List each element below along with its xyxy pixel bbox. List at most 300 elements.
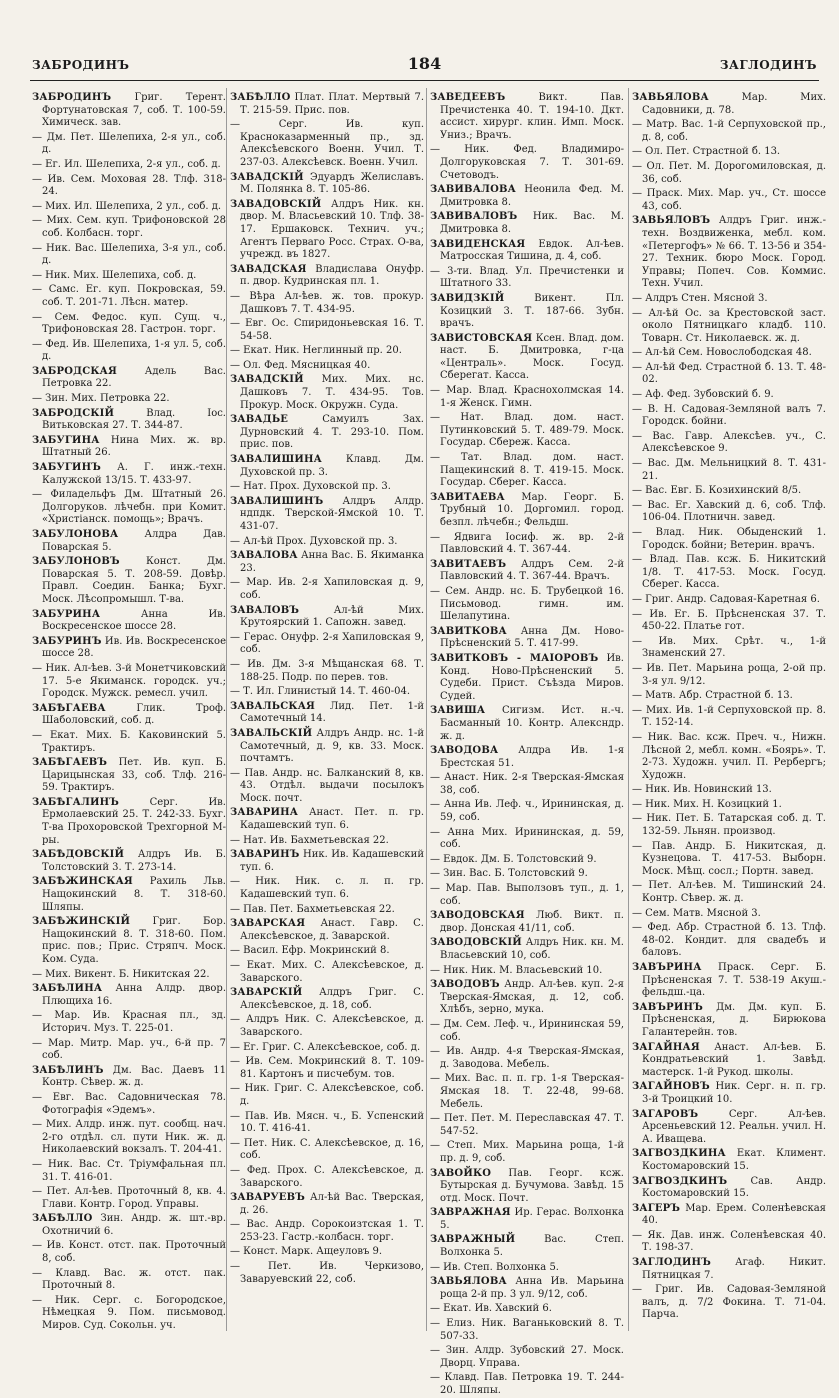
directory-entry	[32, 462, 226, 487]
directory-entry	[430, 626, 624, 651]
directory-entry	[632, 880, 826, 905]
entry-details: — Мар. Пав. Выползовъ туп., д. 1, соб.	[430, 883, 624, 907]
directory-entry	[632, 690, 826, 703]
entry-details: — Влад. Ник. Обыденский 1. Городск. бойни; Ветерин. врачъ.	[632, 527, 826, 551]
directory-entry	[230, 632, 424, 657]
directory-entry	[230, 291, 424, 316]
entry-details: Алдръ Григ. С. Алексѣевское, д. 18, соб.	[240, 987, 425, 1011]
directory-entry	[430, 1276, 624, 1301]
directory-entry	[430, 1372, 624, 1397]
entry-details: — Ник. Мих. Шелепиха, соб. д.	[32, 269, 197, 281]
directory-entry	[32, 1119, 226, 1157]
entry-details: Алдръ Ник. кн. М. Власьевский 10, соб.	[440, 937, 624, 961]
entry-surname: ЗАВЪРИНЪ	[632, 1001, 703, 1013]
directory-entry	[632, 146, 826, 159]
header-left-keyword: ЗАБРОДИНЪ	[32, 58, 130, 72]
entry-surname: ЗАБУГИНЪ	[32, 462, 101, 474]
directory-entry	[32, 284, 226, 309]
entry-surname: ЗАБѢЖИНСКАЯ	[32, 876, 133, 888]
directory-entry	[632, 1002, 826, 1040]
directory-entry	[230, 550, 424, 575]
directory-entry	[32, 1186, 226, 1211]
directory-entry	[632, 188, 826, 213]
directory-entry	[32, 408, 226, 433]
directory-entry	[430, 333, 624, 383]
entry-details: Мих. Мих. нс. Дашковъ 7. Т. 434-95. Тов. Прокур. Моск. Окружн. Суда.	[240, 374, 424, 411]
entry-details: — Клавд. Вас. ж. отст. пак. Проточный 8.	[32, 1267, 226, 1292]
entry-details: Глик. Троф. Шаболовский, соб. д.	[42, 702, 226, 727]
entry-details: — Ал-ѣй Ос. за Крестовской заст. около Пятницкаго кладб. 110. Товарн. Ст. Николаевск. ж. д.	[632, 307, 826, 344]
entry-details: Анна Дм. Ново-Прѣсненский 5. Т. 417-99.	[440, 625, 624, 650]
column-1	[32, 92, 226, 1333]
entry-surname: ЗАВОЙКО	[430, 1167, 492, 1179]
directory-entry	[430, 653, 624, 703]
entry-details: — Клавд. Пав. Петровка 19. Т. 244-20. Шляпы.	[430, 1372, 624, 1396]
entry-surname: ЗАБѢГАЕВЪ	[32, 757, 108, 769]
directory-entry	[632, 663, 826, 688]
entry-surname: ЗАВИТКОВА	[430, 625, 507, 637]
entry-surname: ЗАВАЛОВЪ	[230, 604, 300, 616]
entry-details: — Зин. Вас. Б. Толстовский 9.	[430, 868, 588, 880]
directory-entry	[230, 1261, 424, 1286]
directory-entry	[32, 1295, 226, 1333]
directory-entry	[632, 1081, 826, 1106]
column-separator	[226, 88, 227, 1331]
directory-entry	[32, 529, 226, 554]
entry-details: — Нат. Прох. Духовской пр. 3.	[230, 481, 391, 493]
entry-details: — Вас. Евг. Б. Козихинский 8/5.	[632, 485, 802, 497]
entry-details: Ал-ѣй Мих. Крутоярский 1. Сапожн. завед.	[240, 604, 424, 629]
entry-surname: ЗАБѢГАЕВА	[32, 702, 106, 714]
directory-entry	[632, 500, 826, 525]
entry-surname: ЗАВИТАЕВА	[430, 491, 505, 503]
entry-details: — Зин. Мих. Петровка 22.	[32, 393, 170, 405]
entry-details: — Ник. Вас. Шелепиха, 3-я ул., соб. д.	[32, 242, 226, 267]
entry-details: — Ник. Ник. М. Власьевский 10.	[430, 964, 603, 976]
directory-entry	[430, 385, 624, 410]
directory-entry	[32, 757, 226, 795]
entry-details: — Мих. Сем. куп. Трифоновской 28 соб. Колбасн. торг.	[32, 215, 226, 239]
directory-entry	[230, 835, 424, 848]
entry-details: Екат. Климент. Костомаровский 15.	[642, 1148, 826, 1172]
entry-details: — Екат. Ник. Неглинный пр. 20.	[230, 345, 402, 357]
entry-details: — Пет. Пет. М. Переславская 47. Т. 547-52.	[430, 1113, 624, 1137]
directory-entry	[632, 813, 826, 838]
entry-details: — Ив. Пет. Марьина роща, 2-ой пр. 3-я ул. 9/12.	[632, 662, 826, 687]
entry-surname: ЗАВИДЕНСКАЯ	[430, 238, 526, 250]
entry-details: — Нат. Ив. Бахметьевская 22.	[230, 834, 389, 846]
directory-entry	[430, 827, 624, 852]
directory-entry	[430, 211, 624, 236]
entry-details: Анна Ив. Марьина роща 2-й пр. 3 ул. 9/12, соб.	[440, 1276, 625, 1300]
entry-surname: ЗАВРАЖНЫЙ	[430, 1234, 516, 1246]
directory-entry	[230, 119, 424, 169]
entry-details: Дм. Вас. Даевъ 11 Контр. Сѣвер. ж. д.	[42, 1064, 226, 1089]
directory-entry	[632, 485, 826, 498]
entry-details: А. Г. инж.-техн. Калужской 13/15. Т. 433-97.	[42, 462, 226, 486]
directory-entry	[32, 663, 226, 701]
entry-details: — Ол. Пет. Страстной б. 13.	[632, 146, 781, 158]
entry-details: — Зин. Алдр. Зубовский 27. Моск. Дворц. Управа.	[430, 1345, 624, 1369]
directory-entry	[230, 1083, 424, 1108]
directory-entry	[632, 732, 826, 782]
entry-surname: ЗАВОДОВСКАЯ	[430, 910, 525, 922]
entry-details: — Пет. Ник. С. Алексѣевское, д. 16, соб.	[230, 1137, 424, 1162]
entry-details: — Нат. Влад. дом. наст. Путинковский 5. Т. 489-79. Моск. Государ. Сбереж. Касса.	[430, 412, 624, 449]
directory-entry	[230, 701, 424, 726]
directory-entry	[230, 1246, 424, 1259]
directory-entry	[430, 239, 624, 264]
directory-entry	[632, 1042, 826, 1080]
directory-entry	[632, 1203, 826, 1228]
entry-details: — Ив. Сем. Моховая 28. Тлф. 318-24.	[32, 173, 226, 198]
entry-surname: ЗАБѢДОВСКІЙ	[32, 849, 125, 861]
entry-details: Адель Вас. Петровка 22.	[42, 365, 226, 390]
directory-entry	[32, 983, 226, 1008]
directory-entry	[430, 266, 624, 291]
entry-details: — Екат. Мих. С. Алексѣевское, д. Заварского.	[230, 960, 424, 984]
header-right-keyword: ЗАГЛОДИНЪ	[719, 58, 817, 72]
entry-details: — Пет. Ив. Черкизово, Заваруевский 22, соб.	[230, 1261, 424, 1285]
directory-entry	[32, 366, 226, 391]
entry-details: Люб. Викт. п. двор. Донская 41/11, соб.	[440, 910, 624, 934]
entry-details: Праск. Серг. Б. Прѣсненская 7. Т. 538-19 Акуш.-фельдш.-ца.	[642, 962, 827, 999]
entry-surname: ЗАВАРИНА	[230, 807, 299, 819]
directory-entry	[430, 1262, 624, 1275]
entry-details: Ир. Герас. Волхонка 5.	[440, 1207, 624, 1231]
directory-entry	[430, 799, 624, 824]
directory-entry	[32, 849, 226, 874]
entry-surname: ЗАГЕРЪ	[632, 1202, 681, 1214]
entry-surname: ЗАБРОДИНЪ	[32, 92, 112, 103]
directory-entry	[32, 797, 226, 847]
entry-details: Вас. Степ. Волхонка 5.	[440, 1234, 624, 1259]
directory-entry	[430, 1113, 624, 1138]
entry-details: Анна Ив. Воскресенское шоссе 28.	[42, 608, 226, 633]
entry-details: — Алдръ Стен. Мясной 3.	[632, 292, 768, 304]
entry-surname: ЗАБѢГАЛИНЪ	[32, 796, 120, 808]
entry-details: Ник. Серг. н. п. гр. 3-й Троицкий 10.	[642, 1081, 826, 1105]
directory-entry	[32, 636, 226, 661]
entry-details: Серг. Ал-ѣев. Арсеньевский 12. Реальн. учил. Н. А. Иващева.	[642, 1108, 826, 1145]
entry-details: Неонила Фед. М. Дмитровка 8.	[440, 184, 624, 208]
entry-details: — Ив. Конст. отст. пак. Проточный 8, соб.	[32, 1240, 226, 1265]
directory-entry	[32, 730, 226, 755]
directory-entry	[230, 728, 424, 766]
directory-entry	[32, 556, 226, 606]
entry-details: Эдуардъ Желиславъ. М. Полянка 8. Т. 105-86.	[240, 171, 424, 196]
directory-entry	[632, 841, 826, 879]
entry-details: — Сем. Матв. Мясной 3.	[632, 907, 761, 919]
entry-details: — Мих. Викент. Б. Никитская 22.	[32, 968, 210, 980]
entry-details: Владислава Онуфр. п. двор. Кудринская пл. 1.	[240, 263, 424, 288]
directory-entry	[230, 264, 424, 289]
directory-entry	[230, 605, 424, 630]
directory-entry	[430, 1140, 624, 1165]
entry-details: Серг. Ив. Ермолаевский 25. Т. 242-33. Бухг. Т-ва Прохоровской Трехгорной М-ры.	[42, 796, 226, 846]
entry-details: — Серг. Ив. куп. Красноказарменный пр., зд. Алексѣевского Военн. Учил. Т. 237-03. Алексѣевск. Военн. Учил.	[230, 119, 424, 168]
directory-entry	[230, 918, 424, 943]
directory-entry	[32, 92, 226, 130]
directory-entry	[632, 161, 826, 186]
entry-details: Алдръ Сем. 2-й Павловский 4. Т. 367-44. Врачъ.	[440, 558, 624, 583]
directory-entry	[32, 916, 226, 966]
entry-details: Мар. Мих. Садовники, д. 78.	[642, 92, 826, 116]
directory-entry	[230, 199, 424, 262]
entry-surname: ЗАВИТАЕВЪ	[430, 558, 507, 570]
directory-entry	[430, 92, 624, 142]
directory-entry	[230, 1042, 424, 1055]
directory-entry	[32, 1240, 226, 1265]
directory-entry	[632, 1176, 826, 1201]
directory-entry	[32, 159, 226, 172]
column-separator	[628, 88, 629, 1331]
directory-entry	[430, 965, 624, 978]
entry-details: — Фед. Ив. Шелепиха, 1-я ул. 5, соб. д.	[32, 338, 226, 363]
entry-details: — Самс. Ег. куп. Покровская, 59. соб. Т. 201-71. Лѣсн. матер.	[32, 284, 226, 308]
entry-details: — Вас. Андр. Сорокоизтская 1. Т. 253-23. Гастр.-колбасн. торг.	[230, 1219, 424, 1243]
directory-entry	[632, 784, 826, 797]
column-separator	[426, 88, 427, 1331]
entry-surname: ЗАГАЙНОВЪ	[632, 1081, 710, 1093]
entry-details: Сав. Андр. Костомаровский 15.	[642, 1175, 826, 1200]
entry-details: Ив. Ив. Воскресенское шоссе 28.	[42, 635, 226, 660]
directory-entry	[230, 318, 424, 343]
entry-details: — Ег. Григ. С. Алексѣевское, соб. д.	[230, 1041, 421, 1053]
directory-entry	[32, 243, 226, 268]
entry-surname: ЗАГВОЗДКИНА	[632, 1148, 726, 1160]
entry-surname: ЗАБУЛОНОВЪ	[32, 556, 120, 568]
entry-details: — Пет. Ал-ѣев. Проточный 8, кв. 4. Глави. Контр. Город. Управы.	[32, 1186, 226, 1210]
directory-entry	[430, 144, 624, 182]
directory-entry	[32, 312, 226, 337]
directory-entry	[430, 910, 624, 935]
column-2	[230, 92, 424, 1333]
directory-entry	[32, 489, 226, 527]
entry-details: Анна Вас. Б. Якиманка 23.	[240, 550, 424, 574]
entry-details: — Ник. Вас. Ст. Тріумфальная пл. 31. Т. 416-01.	[32, 1158, 226, 1183]
entry-surname: ЗАВЪРИНА	[632, 962, 702, 973]
entry-surname: ЗАВАЛОВА	[230, 550, 298, 562]
entry-details: — Мих. Ил. Шелепиха, 2 ул., соб. д.	[32, 200, 222, 212]
entry-surname: ЗАВАРУЕВЪ	[230, 1192, 306, 1204]
entry-details: — Ник. Пет. Б. Татарская соб. д. Т. 132-59. Льнян. производ.	[632, 813, 826, 838]
directory-entry	[430, 1345, 624, 1370]
entry-surname: ЗАВРАЖНАЯ	[430, 1207, 511, 1219]
entry-details: — Ив. Андр. 4-я Тверская-Ямская, д. Заводова. Мебель.	[430, 1046, 624, 1070]
entry-details: — Ник. Вас. ксж. Преч. ч., Нижн. Лѣсной 2, мебл. комн. «Боярь». Т. 2-73. Художн. учил. П. Рербергъ; Художн.	[632, 731, 826, 781]
entry-details: — Ник. Ник. с. л. п. гр. Кадашевский туп. 6.	[230, 876, 424, 901]
directory-entry	[230, 904, 424, 917]
entry-details: Лид. Пет. 1-й Самотечный 14.	[240, 700, 424, 725]
directory-entry	[632, 347, 826, 360]
directory-entry	[632, 594, 826, 607]
entry-details: — Степ. Мих. Марьина роща, 1-й пр. д. 9, соб.	[430, 1140, 624, 1164]
directory-entry	[230, 659, 424, 684]
entry-details: — Мих. Ив. 1-й Серпуховской пр. 8. Т. 152-14.	[632, 704, 826, 729]
entry-details: — Ник. Ал-ѣев. 3-й Монетчиковский 17. 5-е Якиманск. городск. уч.; Городск. Мужск. ремесл. учил.	[32, 662, 226, 700]
entry-details: Пав. Георг. ксж. Бутырская д. Бучумова. Завѣд. 15 отд. Моск. Почт.	[440, 1167, 624, 1204]
directory-entry	[430, 1019, 624, 1044]
directory-entry	[632, 1109, 826, 1147]
entry-details: — Сем. Федос. куп. Сущ. ч., Трифоновская 28. Гастрон. торг.	[32, 311, 226, 336]
directory-entry	[32, 1038, 226, 1063]
directory-entry	[430, 979, 624, 1017]
entry-details: Викт. Пав. Пречистенка 40. Т. 194-10. Дкт. ассист. хирург. клин. Имп. Моск. Униз.; Врачъ.	[440, 92, 624, 141]
entry-details: Григ. Бор. Нащокинский 8. Т. 318-60. Пом. прис. пов.; Прис. Стряпч. Моск. Ком. Суда.	[42, 916, 226, 965]
entry-details: Ив. Конд. Ново-Прѣсненский 5. Судеби. Прист. Съѣзда Миров. Судей.	[440, 652, 624, 702]
entry-details: — Ал-ѣй Прох. Духовской пр. 3.	[230, 535, 398, 547]
entry-details: — Григ. Ив. Садовая-Земляной валъ, д. 7/2 Фокина. Т. 71-04. Парча.	[632, 1284, 826, 1321]
directory-entry	[430, 1168, 624, 1206]
page-number: 184	[407, 54, 442, 73]
entry-details: — Мар. Митр. Мар. уч., 6-й пр. 7 соб.	[32, 1037, 226, 1062]
entry-details: Анаст. Ал-ѣев. Б. Кондратьевский 1. Завѣд. мастерск. 1-й Рукод. школы.	[642, 1041, 826, 1078]
entry-surname: ЗАВАЛЬСКІЙ	[230, 727, 313, 739]
entry-surname: ЗАВАРСКІЙ	[230, 987, 303, 999]
directory-entry	[632, 609, 826, 634]
entry-surname: ЗАВОДОВЪ	[430, 979, 500, 991]
directory-entry	[632, 293, 826, 306]
entry-details: — В. Н. Садовая-Земляной валъ 7. Городск. бойни.	[632, 403, 826, 428]
directory-entry	[632, 389, 826, 402]
column-4	[632, 92, 826, 1333]
entry-surname: ЗАВИВАЛОВЪ	[430, 211, 518, 223]
directory-entry	[430, 772, 624, 797]
entry-details: — Влад. Пав. ксж. Б. Никитский 1/8. Т. 417-53. Моск. Госуд. Сберег. Касса.	[632, 554, 826, 591]
entry-details: — Ник. Ив. Новинский 13.	[632, 784, 772, 796]
entry-details: Плат. Плат. Мертвый 7. Т. 215-59. Прис. пов.	[240, 92, 424, 116]
directory-entry	[430, 868, 624, 881]
entry-details: — Екат. Мих. Б. Каковинский 5. Трактиръ.	[32, 729, 226, 754]
entry-details: — Конст. Марк. Ащеуловъ 9.	[230, 1246, 383, 1258]
entry-details: — Ал-ѣй Сем. Новослободская 48.	[632, 347, 812, 359]
directory-entry	[430, 1046, 624, 1071]
directory-entry	[632, 431, 826, 456]
directory-entry	[32, 876, 226, 914]
directory-entry	[230, 481, 424, 494]
entry-details: — Фед. Абр. Страстной б. 13. Тлф. 48-02. Кондит. для свадебъ и баловъ.	[632, 922, 826, 959]
directory-entry	[32, 339, 226, 364]
entry-details: — Евдок. Дм. Б. Толстовский 9.	[430, 853, 597, 865]
directory-entry	[632, 922, 826, 960]
entry-details: Зин. Андр. ж. шт.-вр. Охотничий 6.	[42, 1213, 226, 1237]
entry-details: — Вас. Ег. Хавский д. 6, соб. Тлф. 106-04. Плотничн. завед.	[632, 499, 826, 524]
entry-details: — Ник. Фед. Владимиро-Долгоруковская 7. Т. 301-69. Счетоводъ.	[430, 144, 624, 181]
entry-details: Алдръ Андр. нс. 1-й Самотечный, д. 9, кв. 33. Моск. почтамтъ.	[240, 727, 424, 765]
directory-entry	[632, 308, 826, 346]
entry-details: Алдръ Григ. инж.-техн. Воздвиженка, мебл. ком. «Петергофъ» № 66. Т. 13-56 и 354-27. Техник. бюро Моск. Город. Управы; Попеч. Сов. Коммис. Техн. Учил.	[642, 215, 826, 290]
directory-entry	[430, 184, 624, 209]
entry-details: Анаст. Гавр. С. Алексѣевское, д. Заварской.	[240, 918, 424, 942]
entry-surname: ЗАВАРСКАЯ	[230, 918, 306, 930]
entry-details: — Евг. Ос. Спиридоньевская 16. Т. 54-58.	[230, 318, 424, 342]
entry-surname: ЗАГАЙНАЯ	[632, 1041, 700, 1053]
entry-details: — Филадельфъ Дм. Штатный 26. Долгоруков. лѣчебн. при Комит. «Христіанск. помощь»; Врачъ.	[32, 489, 226, 526]
entry-surname: ЗАБѢЛЛО	[32, 1213, 93, 1225]
entry-surname: ЗАБѢЛИНА	[32, 983, 103, 995]
entry-surname: ЗАБУЛОНОВА	[32, 529, 119, 540]
directory-entry	[32, 703, 226, 728]
entry-details: — Аф. Фед. Зубовский б. 9.	[632, 389, 774, 401]
entry-details: — Мих. Алдр. инж. пут. сообщ. нач. 2-го отдѣл. сл. пути Ник. ж. д. Николаевский вокзалъ. Т. 204-41.	[32, 1119, 226, 1156]
entry-details: — Як. Дав. инж. Соленѣевская 40. Т. 198-37.	[632, 1229, 826, 1254]
entry-details: — Екат. Ив. Хавский 6.	[430, 1303, 552, 1315]
directory-entry	[632, 527, 826, 552]
directory-entry	[632, 92, 826, 117]
entry-surname: ЗАВАЛИШИНА	[230, 454, 322, 466]
directory-entry	[230, 876, 424, 901]
directory-entry	[430, 1234, 624, 1259]
directory-entry	[230, 1165, 424, 1190]
directory-entry	[430, 745, 624, 770]
directory-entry	[430, 532, 624, 557]
entry-details: — Ив. Мих. Срѣт. ч., 1-й Знаменский 27.	[632, 635, 826, 660]
directory-entry	[32, 609, 226, 634]
directory-entry	[430, 937, 624, 962]
directory-entry	[632, 705, 826, 730]
directory-entry	[632, 636, 826, 661]
entry-details: — Ник. Серг. с. Богородское, Нѣмецкая 9. Пом. письмовод. Миров. Суд. Сокольн. уч.	[32, 1294, 226, 1332]
entry-details: Пет. Ив. куп. Б. Царицынская 33, соб. Тлф. 216-59. Трактиръ.	[42, 757, 226, 794]
entry-details: — Мар. Влад. Краснохолмская 14. 1-я Женск. Гимн.	[430, 385, 624, 409]
directory-entry	[230, 1138, 424, 1163]
entry-details: Мар. Ерем. Соленѣевская 40.	[642, 1202, 826, 1227]
entry-surname: ЗАВЬЯЛОВЪ	[632, 215, 711, 227]
directory-entry	[430, 1073, 624, 1111]
directory-entry	[632, 962, 826, 1000]
entry-details: — Ядвига Іосиф. ж. вр. 2-й Павловский 4. Т. 367-44.	[430, 531, 624, 556]
entry-details: — Пав. Пет. Бахметьевская 22.	[230, 903, 395, 915]
directory-entry	[230, 1192, 424, 1217]
directory-entry	[430, 854, 624, 867]
column-3	[430, 92, 625, 1396]
directory-entry	[632, 799, 826, 812]
entry-details: — Мар. Ив. 2-я Хапиловская д. 9, соб.	[230, 577, 424, 601]
directory-entry	[32, 215, 226, 240]
entry-surname: ЗАВАДЬЕ	[230, 414, 289, 426]
entry-surname: ЗАВОДОВСКІЙ	[430, 937, 522, 949]
entry-details: — Дм. Сем. Леф. ч., Ирининская 59, соб.	[430, 1018, 624, 1043]
entry-details: Алдра Ив. 1-я Брестская 51.	[440, 745, 624, 769]
entry-surname: ЗАБѢЖИНСКІЙ	[32, 916, 131, 928]
entry-details: — Евг. Вас. Садовническая 78. Фотографія «Эдемъ».	[32, 1091, 226, 1116]
entry-details: — Фед. Прох. С. Алексѣевское, д. Заварского.	[230, 1164, 424, 1189]
entry-details: — Вас. Гавр. Алексѣев. уч., С. Алексѣевское 9.	[632, 430, 826, 455]
entry-details: — Ник. Григ. С. Алексѣевское, соб. д.	[230, 1083, 424, 1107]
entry-surname: ЗАВИША	[430, 705, 486, 717]
entry-details: — Пав. Андр. Б. Никитская, д. Кузнецова. Т. 417-53. Выборн. Моск. Мѣщ. сосл.; Портн. завед.	[632, 840, 826, 877]
directory-entry	[632, 119, 826, 144]
entry-details: Агаф. Никит. Пятницкая 7.	[642, 1257, 826, 1281]
entry-details: Алдръ Ив. Б. Толстовский 3. Т. 273-14.	[42, 849, 227, 873]
entry-details: — Т. Ил. Глинистый 14. Т. 460-04.	[230, 686, 411, 698]
entry-surname: ЗАГАРОВЪ	[632, 1108, 699, 1120]
directory-entry	[430, 452, 624, 490]
entry-details: Сигизм. Ист. н.-ч. Басманный 10. Контр. Алексндр. ж. д.	[440, 705, 624, 742]
directory-entry	[430, 492, 624, 530]
entry-details: — Алдръ Ник. С. Алексѣевское, д. Заварского.	[230, 1014, 424, 1038]
directory-entry	[632, 404, 826, 429]
entry-surname: ЗАВАЛИШИНЪ	[230, 495, 324, 507]
directory-entry	[230, 960, 424, 985]
directory-entry	[230, 454, 424, 479]
entry-details: Григ. Терент. Фортунатовская 7, соб. Т. 100-59. Химическ. зав.	[42, 92, 226, 129]
entry-details: — Ник. Мих. Н. Козицкий 1.	[632, 798, 782, 810]
entry-details: Рахиль Льв. Нащокинский 8. Т. 318-60. Шляпы.	[42, 876, 226, 913]
directory-entry	[32, 393, 226, 406]
directory-entry	[430, 1318, 624, 1343]
